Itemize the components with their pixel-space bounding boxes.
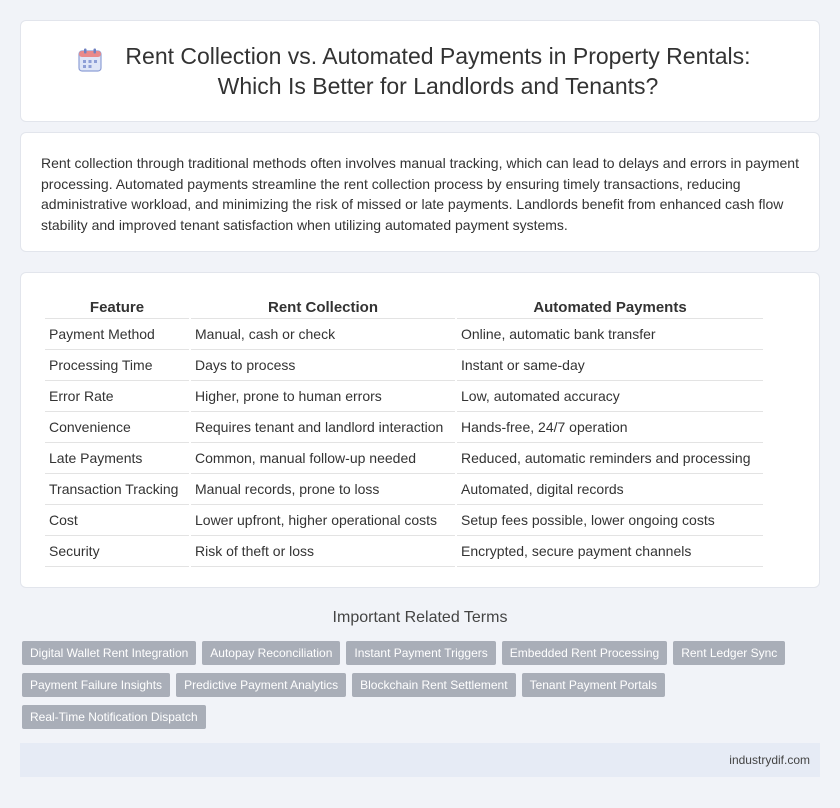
comparison-table (43, 295, 765, 567)
table-cell: Lower upfront, higher operational costs (191, 505, 455, 536)
table-cell: Transaction Tracking (45, 474, 189, 505)
table-cell: Late Payments (45, 443, 189, 474)
term-tag[interactable]: Blockchain Rent Settlement (352, 673, 515, 697)
footer-site-link[interactable]: industrydif.com (729, 753, 810, 767)
column-header-feature: Feature (45, 295, 189, 319)
table-row (45, 505, 763, 536)
table-cell: Higher, prone to human errors (191, 381, 455, 412)
term-tag[interactable]: Instant Payment Triggers (346, 641, 495, 665)
table-cell: Error Rate (45, 381, 189, 412)
table-cell: Convenience (45, 412, 189, 443)
table-cell: Instant or same-day (457, 350, 763, 381)
table-row (45, 443, 763, 474)
table-cell: Payment Method (45, 319, 189, 350)
table-cell: Hands-free, 24/7 operation (457, 412, 763, 443)
table-cell: Common, manual follow-up needed (191, 443, 455, 474)
table-cell: Requires tenant and landlord interaction (191, 412, 455, 443)
table-cell: Manual, cash or check (191, 319, 455, 350)
table-cell: Setup fees possible, lower ongoing costs (457, 505, 763, 536)
table-cell: Cost (45, 505, 189, 536)
term-tag[interactable]: Real-Time Notification Dispatch (22, 705, 206, 729)
header-card (20, 20, 820, 122)
related-terms-tags (22, 641, 822, 729)
table-cell: Low, automated accuracy (457, 381, 763, 412)
term-tag[interactable]: Rent Ledger Sync (673, 641, 785, 665)
term-tag[interactable]: Digital Wallet Rent Integration (22, 641, 196, 665)
comparison-table-card (20, 272, 820, 588)
table-cell: Days to process (191, 350, 455, 381)
table-header-row (45, 295, 763, 319)
table-row (45, 350, 763, 381)
table-row (45, 319, 763, 350)
column-header-rent-collection: Rent Collection (191, 295, 455, 319)
table-row (45, 536, 763, 567)
term-tag[interactable]: Embedded Rent Processing (502, 641, 667, 665)
page-title: Rent Collection vs. Automated Payments in Property Rentals: Which Is Better for Landlords and Tenants? (125, 43, 751, 99)
table-cell: Reduced, automatic reminders and processing (457, 443, 763, 474)
table-row (45, 412, 763, 443)
intro-paragraph: Rent collection through traditional methods often involves manual tracking, which can lead to delays and errors in payment processing. Automated payments streamline the rent collection process by ensuring timely transactions, reducing administrative workload, and minimizing the risk of missed or late payments. Landlords benefit from enhanced cash flow stability and improved tenant satisfaction when utilizing automated payment systems. (41, 155, 799, 233)
intro-card (20, 132, 820, 252)
footer (20, 743, 820, 777)
term-tag[interactable]: Tenant Payment Portals (522, 673, 665, 697)
table-row (45, 474, 763, 505)
table-cell: Processing Time (45, 350, 189, 381)
table-row (45, 381, 763, 412)
table-cell: Security (45, 536, 189, 567)
column-header-automated-payments: Automated Payments (457, 295, 763, 319)
table-cell: Encrypted, secure payment channels (457, 536, 763, 567)
term-tag[interactable]: Payment Failure Insights (22, 673, 170, 697)
term-tag[interactable]: Autopay Reconciliation (202, 641, 340, 665)
related-terms-heading: Important Related Terms (332, 609, 508, 626)
table-cell: Automated, digital records (457, 474, 763, 505)
table-cell: Online, automatic bank transfer (457, 319, 763, 350)
table-cell: Manual records, prone to loss (191, 474, 455, 505)
term-tag[interactable]: Predictive Payment Analytics (176, 673, 346, 697)
table-cell: Risk of theft or loss (191, 536, 455, 567)
